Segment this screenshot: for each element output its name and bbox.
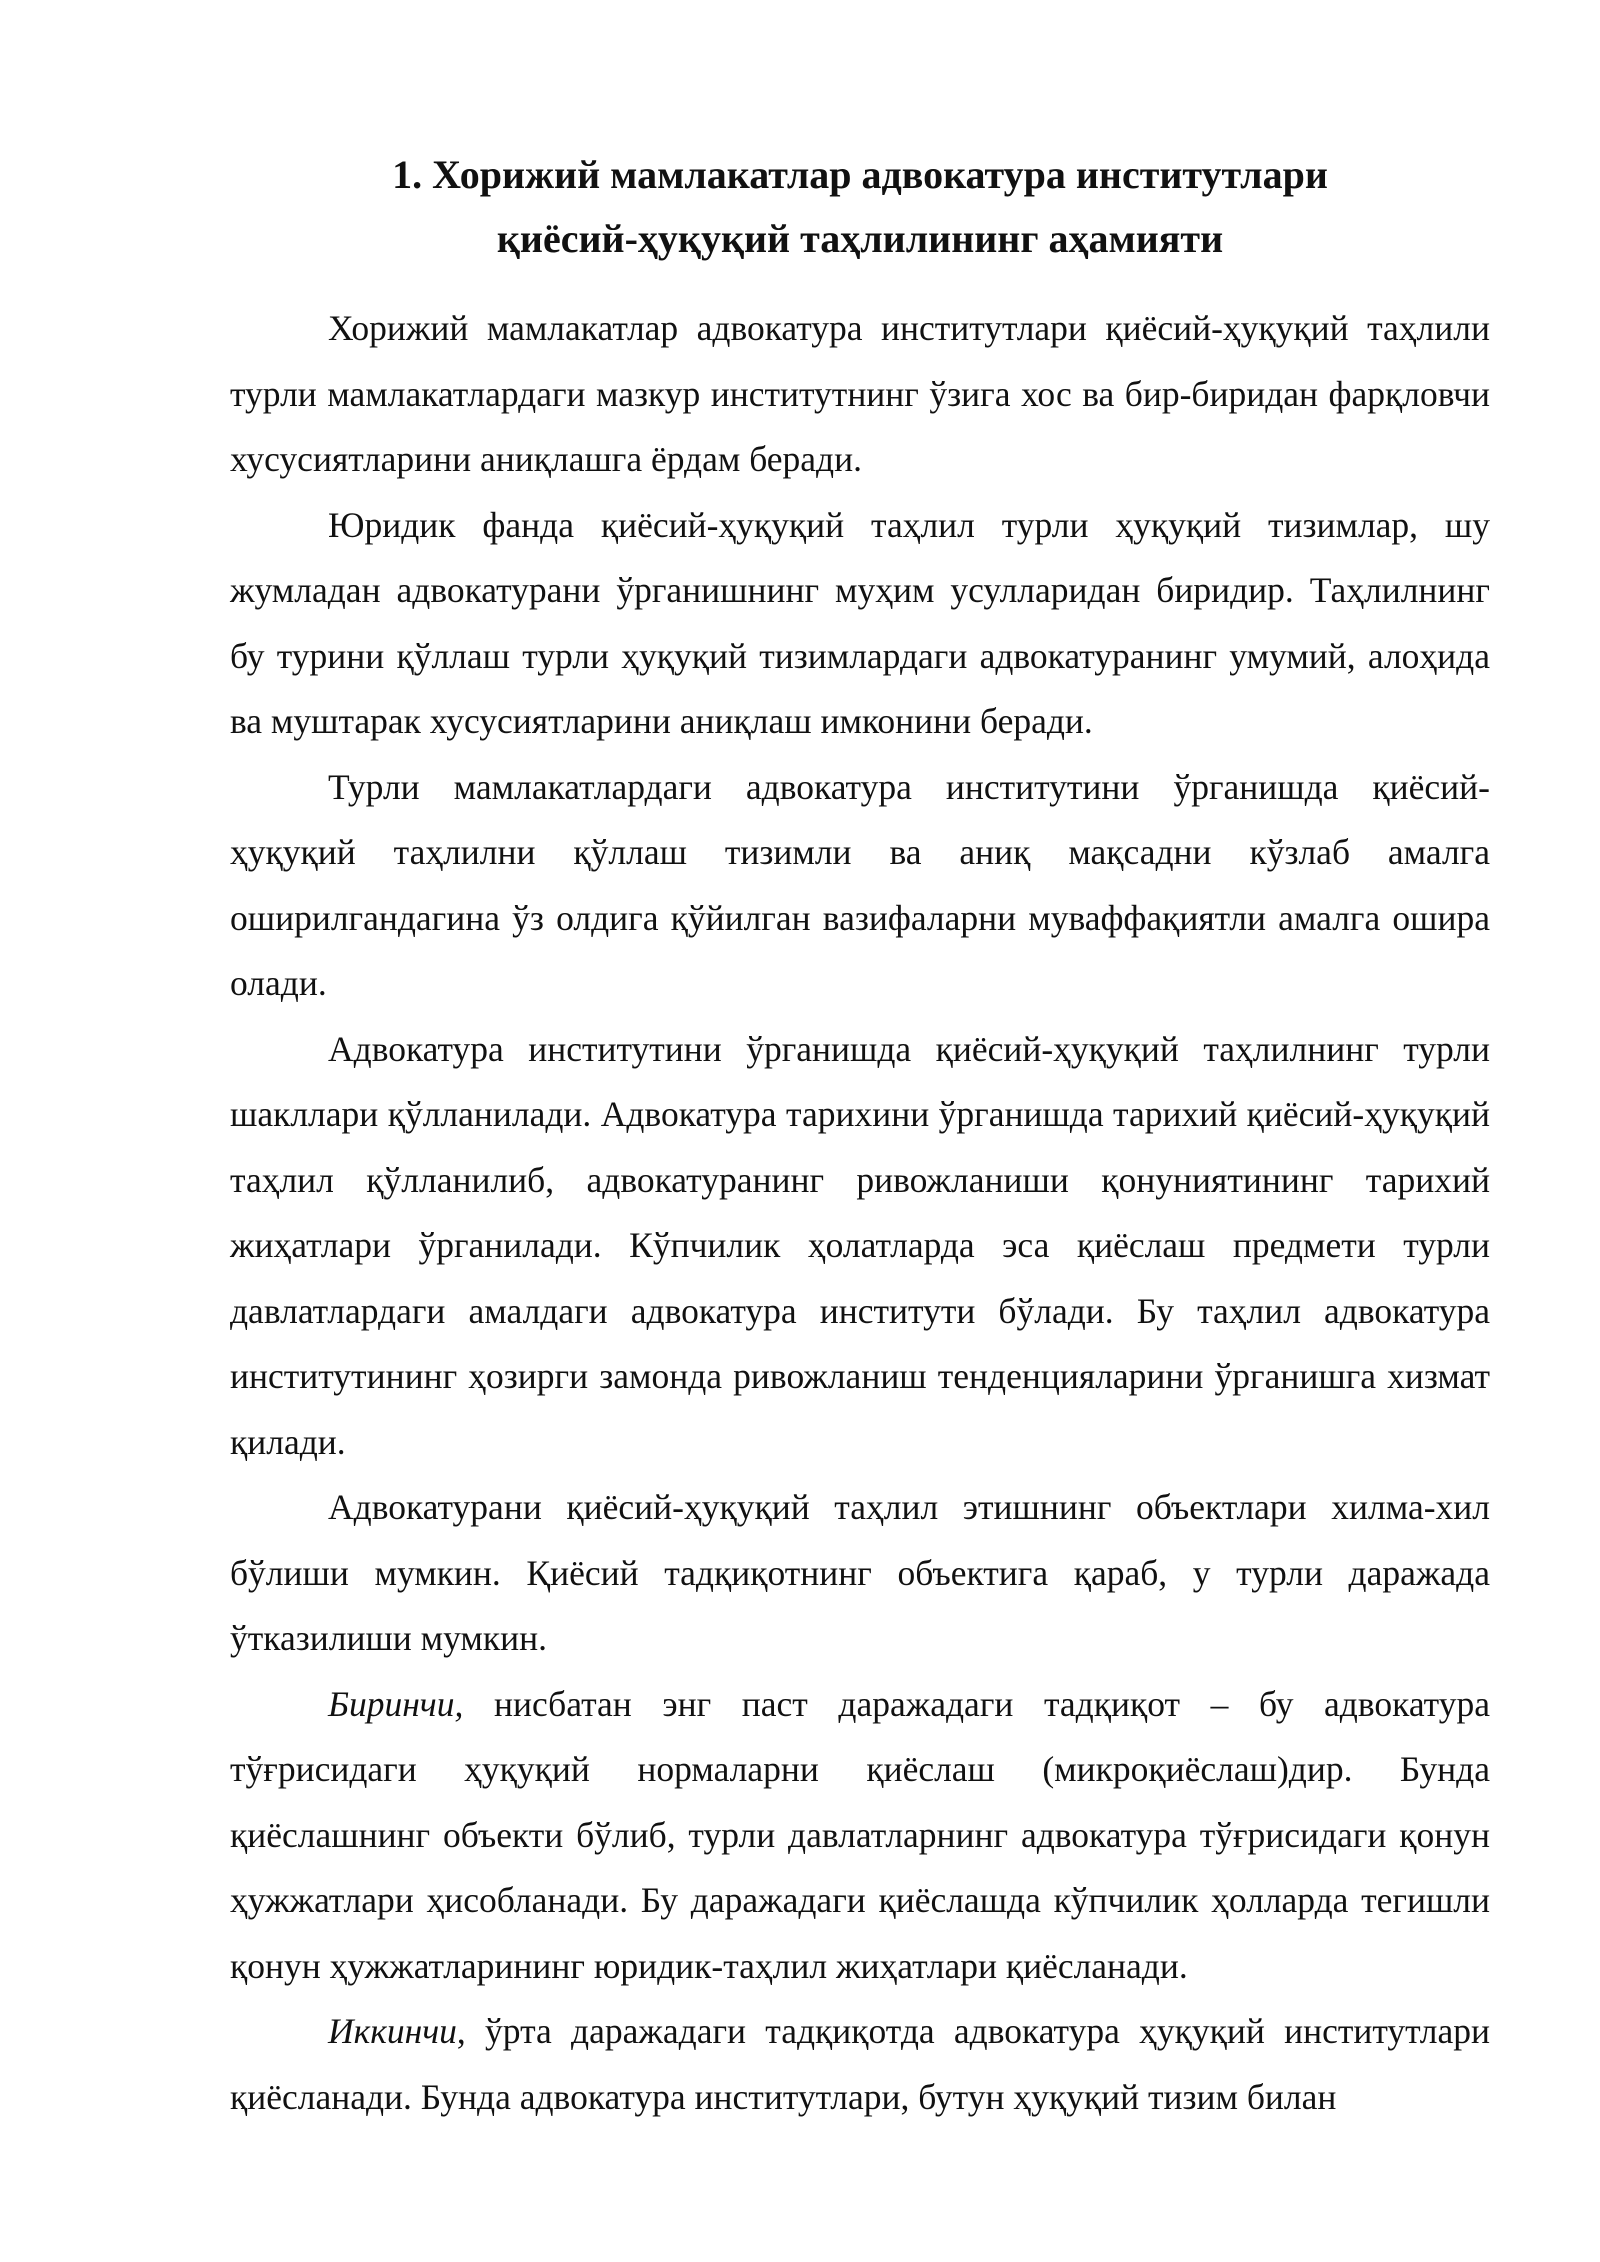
paragraph-lead-word: Биринчи, <box>328 1683 464 1724</box>
section-heading <box>230 150 1490 264</box>
paragraph-text: Адвокатура институтини ўрганишда қиёсий-ҳуқуқий таҳлилнинг турли шакллари қўлланилади. Адвокатура тарихини ўрганишда тарихий қиёсий-ҳуқуқий таҳлил қўлланилиб, адвокатуранинг ривожланиши қонуниятининг тарихий жиҳатлари ўрганилади. Кўпчилик ҳолатларда эса қиёслаш предмети турли давлатлардаги амалдаги адвокатура институти бўлади. Бу таҳлил адвокатура институтининг ҳозирги замонда ривожланиш тенденцияларини ўрганишга хизмат қилади. <box>230 1028 1490 1462</box>
paragraph-7 <box>230 1999 1490 2130</box>
paragraph-6 <box>230 1672 1490 2000</box>
paragraph-1 <box>230 296 1490 493</box>
heading-line-2: қиёсий-ҳуқуқий таҳлилининг аҳамияти <box>496 216 1224 261</box>
body-text <box>230 296 1490 2130</box>
paragraph-text: , ўрта даражадаги тадқиқотда адвокатура ҳуқуқий институтлари қиёсланади. Бунда адвокатура институтлари, бутун ҳуқуқий тизим билан <box>230 2011 1490 2117</box>
paragraph-text: нисбатан энг паст даражадаги тадқиқот – бу адвокатура тўғрисидаги ҳуқуқий нормаларни қиёслаш (микроқиёслаш)дир. Бунда қиёслашнинг объекти бўлиб, турли давлатларнинг адвокатура тўғрисидаги қонун ҳужжатлари ҳисобланади. Бу даражадаги қиёслашда кўпчилик ҳолларда тегишли қонун ҳужжатларининг юридик-таҳлил жиҳатлари қиёсланади. <box>230 1683 1490 1986</box>
paragraph-3 <box>230 755 1490 1017</box>
paragraph-text: Адвокатурани қиёсий-ҳуқуқий таҳлил этишнинг объектлари хилма-хил бўлиши мумкин. Қиёсий тадқиқотнинг объектига қараб, у турли даражада ўтказилиши мумкин. <box>230 1487 1490 1658</box>
paragraph-text: Хорижий мамлакатлар адвокатура институтлари қиёсий-ҳуқуқий таҳлили турли мамлакатлардаги мазкур институтнинг ўзига хос ва бир-биридан фарқловчи хусусиятларини аниқлашга ёрдам беради. <box>230 308 1490 479</box>
paragraph-lead-word: Иккинчи <box>328 2011 457 2051</box>
paragraph-5 <box>230 1475 1490 1672</box>
paragraph-text: Турли мамлакатлардаги адвокатура институтини ўрганишда қиёсий-ҳуқуқий таҳлилни қўллаш тизимли ва аниқ мақсадни кўзлаб амалга оширилгандагина ўз олдига қўйилган вазифаларни муваффақиятли амалга ошира олади. <box>230 766 1490 1003</box>
heading-line-1: 1. Хорижий мамлакатлар адвокатура институтлари <box>392 152 1328 197</box>
paragraph-2 <box>230 493 1490 755</box>
paragraph-text: Юридик фанда қиёсий-ҳуқуқий таҳлил турли ҳуқуқий тизимлар, шу жумладан адвокатурани ўрганишнинг муҳим усулларидан биридир. Таҳлилнинг бу турини қўллаш турли ҳуқуқий тизимлардаги адвокатуранинг умумий, алоҳида ва муштарак хусусиятларини аниқлаш имконини беради. <box>230 504 1490 741</box>
paragraph-4 <box>230 1017 1490 1476</box>
